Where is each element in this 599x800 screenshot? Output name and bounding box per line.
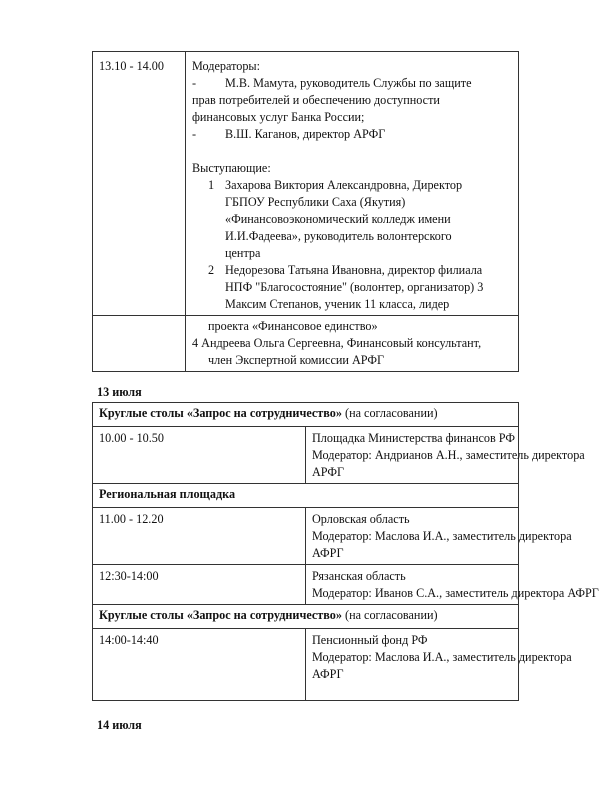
session-content: Модераторы: - М.В. Мамута, руководитель Службы по защите прав потребителей и обеспечению доступности финансовых услуг Банка России; - В.Ш. Каганов, директор АРФГ Выступающие: 1 Захарова Виктория Александровна, Директор ГБПОУ Республики Саха (Якутия) «Финансовоэкономический колледж имени И.И.Фадеева», руководитель волонтерского центра 2 Недорезова Татьяна Ивановна, директор филиала НПФ "Благосостояние" (волонтер, организатор) 3 Максим Степанов, ученик 11 класса, лидер xyxy=(186,52,519,316)
schedule-time: 12:30-14:00 xyxy=(93,565,306,605)
roundtable-header-row xyxy=(93,403,519,427)
schedule-content: Площадка Министерства финансов РФ Модератор: Андрианов А.Н., заместитель директора АРФГ xyxy=(306,427,519,484)
schedule-time: 11.00 - 12.20 xyxy=(93,508,306,565)
speaker-item: 1 Захарова Виктория Александровна, Директор ГБПОУ Республики Саха (Якутия) «Финансовоэкономический колледж имени И.И.Фадеева», руководитель волонтерского центра xyxy=(208,178,463,260)
moderator-item: - В.Ш. Каганов, директор АРФГ xyxy=(192,127,386,141)
schedule-time: 10.00 - 10.50 xyxy=(93,427,306,484)
roundtable-header-row xyxy=(93,605,519,629)
session-time: 13.10 - 14.00 xyxy=(93,52,186,316)
day-heading-13: 13 июля xyxy=(97,385,142,399)
session-table xyxy=(92,51,519,372)
schedule-row xyxy=(93,629,519,701)
day-heading-14: 14 июля xyxy=(97,718,142,732)
session-continued-row xyxy=(93,316,519,372)
schedule-row xyxy=(93,565,519,605)
roundtable-header: Круглые столы «Запрос на сотрудничество» (на согласовании) xyxy=(93,605,519,629)
schedule-row xyxy=(93,427,519,484)
moderators-label: Модераторы: xyxy=(192,59,261,73)
regional-header-row xyxy=(93,484,519,508)
session-continued-content: проекта «Финансовое единство» 4 Андреева Ольга Сергеевна, Финансовый консультант, член Экспертной комиссии АРФГ xyxy=(186,316,519,372)
day13-table xyxy=(92,402,599,701)
schedule-time: 14:00-14:40 xyxy=(93,629,306,701)
speakers-label: Выступающие: xyxy=(192,161,271,175)
schedule-content: Орловская область Модератор: Маслова И.А., заместитель директора АФРГ xyxy=(306,508,519,565)
schedule-content: Рязанская область Модератор: Иванов С.А., заместитель директора АФРГ xyxy=(306,565,519,605)
speaker-item: 2 Недорезова Татьяна Ивановна, директор филиала НПФ "Благосостояние" (волонтер, организатор) 3 Максим Степанов, ученик 11 класса, лидер xyxy=(208,263,484,311)
schedule-content: Пенсионный фонд РФ Модератор: Маслова И.А., заместитель директора АФРГ xyxy=(306,629,519,701)
session-row xyxy=(93,52,519,316)
moderator-item: - М.В. Мамута, руководитель Службы по защите xyxy=(192,76,472,90)
regional-header: Региональная площадка xyxy=(93,484,519,508)
schedule-row xyxy=(93,508,519,565)
roundtable-header: Круглые столы «Запрос на сотрудничество» (на согласовании) xyxy=(93,403,519,427)
